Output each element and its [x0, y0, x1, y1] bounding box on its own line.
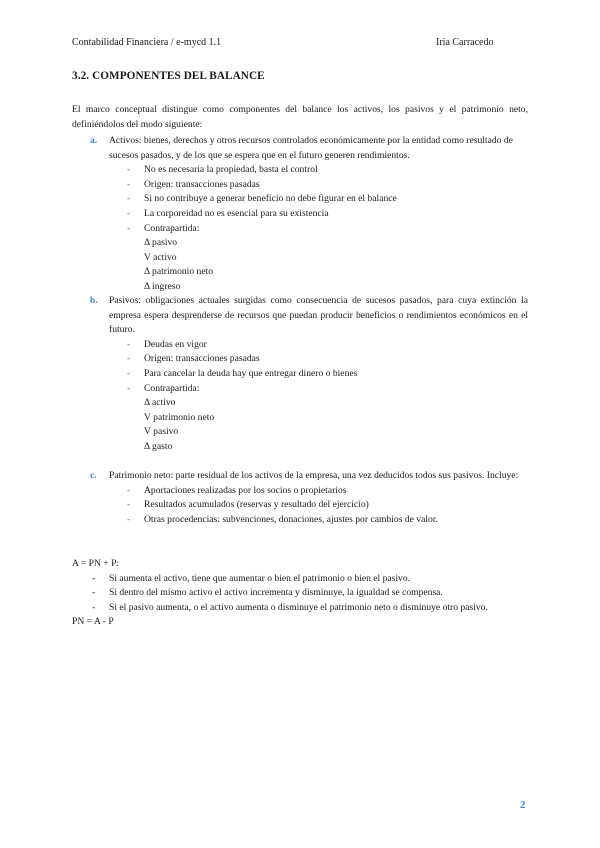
bullet-c-2: - Otras procedencias: subvenciones, donaciones, ajustes por cambios de valor. — [144, 513, 528, 528]
item-patrimonio — [90, 469, 528, 484]
item-pasivos — [90, 294, 528, 338]
intro-paragraph: El marco conceptual distingue como componentes del balance los activos, los pasivos y el patrimonio neto, definiéndolos del modo siguiente: — [72, 104, 528, 130]
section-title: 3.2. COMPONENTES DEL BALANCE — [72, 70, 265, 82]
dash-icon: - — [92, 572, 96, 584]
dash-icon: - — [92, 601, 96, 613]
contrapartida-a-1: V activo — [144, 251, 177, 263]
header-left: Contabilidad Financiera / e-mycd 1.1 — [72, 37, 222, 48]
bullet-a-3: - La corporeidad no es esencial para su existencia — [144, 207, 528, 222]
dash-icon: - — [127, 164, 131, 176]
dash-icon: - — [127, 513, 131, 525]
contrapartida-b-0: Δ activo — [144, 397, 176, 409]
equation-2: PN = A - P — [72, 616, 114, 628]
bullet-c-0: - Aportaciones realizadas por los socios o propietarios — [144, 484, 528, 499]
dash-icon: - — [127, 382, 131, 394]
equation-note-2: - Si el pasivo aumenta, o el activo aumenta o disminuye el patrimonio neto o disminuye otro pasivo. — [109, 601, 528, 616]
header-right: Iria Carracedo — [436, 37, 494, 48]
item-label-b: b. — [90, 295, 98, 306]
contrapartida-b-3: Δ gasto — [144, 440, 173, 452]
bullet-a-0: - No es necesaria la propiedad, basta el control — [144, 163, 528, 178]
bullet-b-1: - Origen: transacciones pasadas — [144, 352, 528, 367]
equation-note-0: - Si aumenta el activo, tiene que aumentar o bien el patrimonio o bien el pasivo. — [109, 572, 528, 587]
page-number: 2 — [520, 799, 526, 811]
contrapartida-b-2: V pasivo — [144, 426, 179, 438]
contrapartida-a-2: Δ patrimonio neto — [144, 266, 214, 278]
contrapartida-b-1: V patrimonio neto — [144, 411, 215, 423]
item-text-b: Pasivos: obligaciones actuales surgidas como consecuencia de sucesos pasados, para cuya extinción la empresa espera desprenderse de recursos que puedan producir beneficios o rendimientos económicos en el futuro. — [109, 295, 528, 336]
dash-icon: - — [127, 367, 131, 379]
equation-1: A = PN + P: — [72, 558, 120, 569]
dash-icon: - — [127, 353, 131, 365]
item-label-a: a. — [90, 135, 98, 146]
dash-icon: - — [127, 193, 131, 205]
contrapartida-a-0: Δ pasivo — [144, 237, 178, 249]
bullet-c-1: - Resultados acumulados (reservas y resultado del ejercicio) — [144, 498, 528, 513]
item-a-block — [72, 134, 528, 295]
bullet-a-2: - Si no contribuye a generar beneficio no debe figurar en el balance — [144, 192, 528, 207]
dash-icon: - — [127, 338, 131, 350]
bullet-a-4: - Contrapartida: — [144, 222, 528, 237]
item-b-block — [72, 294, 528, 455]
item-activos — [90, 134, 528, 163]
bullet-b-2: - Para cancelar la deuda hay que entregar dinero o bienes — [144, 367, 528, 382]
contrapartida-a-3: Δ ingreso — [144, 280, 181, 292]
dash-icon: - — [127, 178, 131, 190]
equation-note-1: - Si dentro del mismo activo el activo incrementa y disminuye, la igualdad se compensa. — [109, 586, 528, 601]
equation-block — [72, 557, 528, 630]
item-text-c: Patrimonio neto: parte residual de los activos de la empresa, una vez deducidos todos sus pasivos. Incluye: — [109, 470, 519, 481]
bullet-a-1: - Origen: transacciones pasadas — [144, 178, 528, 193]
dash-icon: - — [92, 587, 96, 599]
intro-block — [72, 103, 528, 132]
dash-icon: - — [127, 484, 131, 496]
dash-icon: - — [127, 499, 131, 511]
dash-icon: - — [127, 222, 131, 234]
dash-icon: - — [127, 207, 131, 219]
item-text-a: Activos: bienes, derechos y otros recursos controlados económicamente por la entidad como resultado de sucesos pasados, y de los que se espera que en el futuro generen rendimientos. — [109, 135, 513, 161]
item-c-block — [72, 469, 528, 527]
item-label-c: c. — [90, 470, 97, 481]
bullet-b-0: - Deudas en vigor — [144, 338, 528, 353]
bullet-b-3: - Contrapartida: — [144, 382, 528, 397]
